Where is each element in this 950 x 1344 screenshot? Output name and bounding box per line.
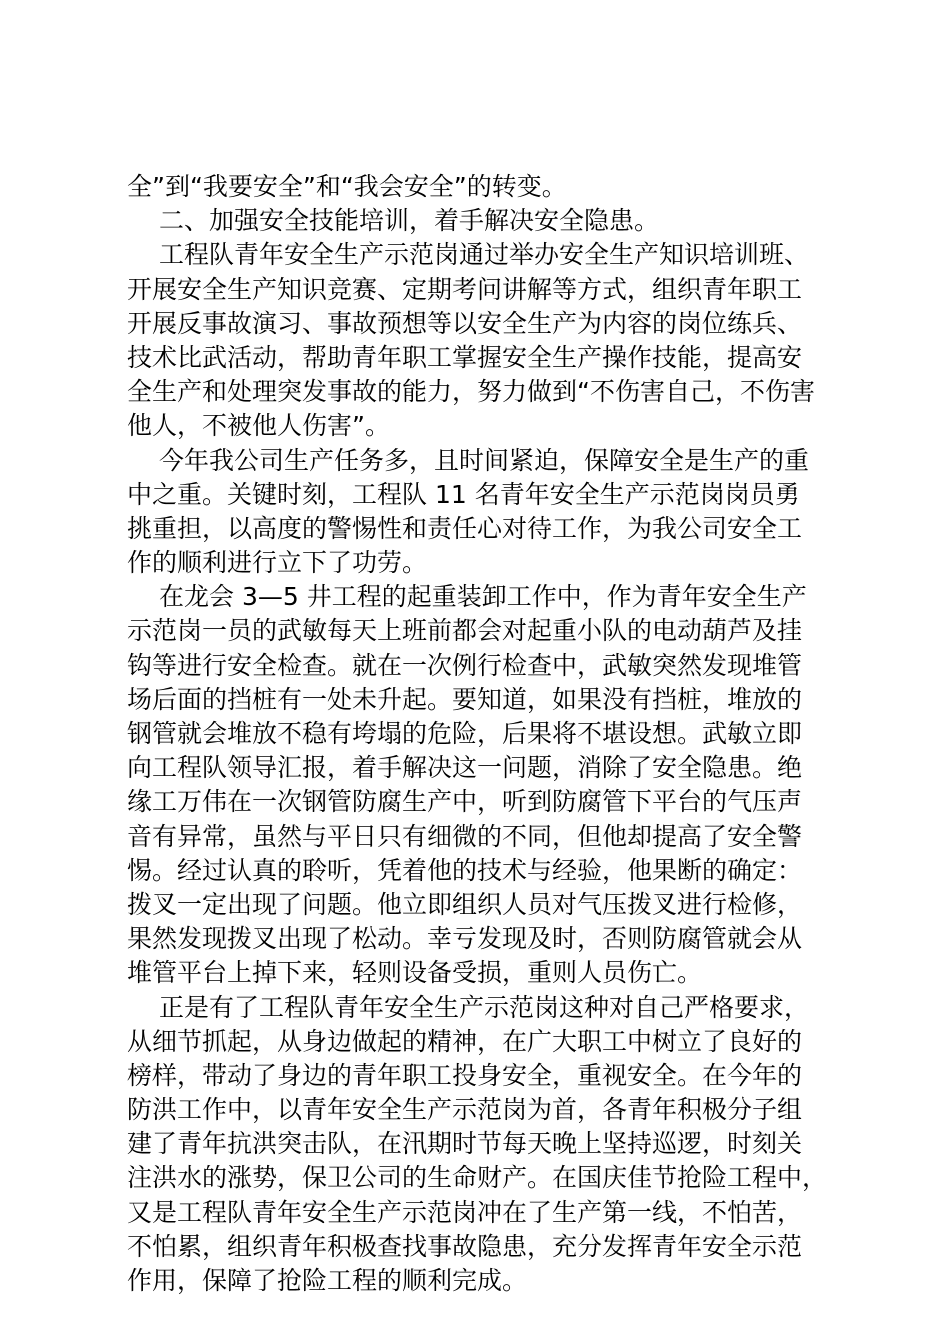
- text-line: 音有异常，虽然与平日只有细微的不同，但他却提高了安全警: [127, 821, 803, 851]
- text-line: 堆管平台上掉下来，轻则设备受损，重则人员伤亡。: [127, 958, 703, 988]
- text-line: 惕。经过认真的聆听，凭着他的技术与经验，他果断的确定：: [127, 855, 803, 885]
- paragraph: [127, 238, 833, 443]
- text-line: 拨叉一定出现了问题。他立即组织人员对气压拨叉进行检修，: [127, 889, 803, 919]
- text-line: 正是有了工程队青年安全生产示范岗这种对自己严格要求，: [159, 992, 810, 1022]
- text-line: 向工程队领导汇报，着手解决这一问题，消除了安全隐患。绝: [127, 753, 803, 783]
- paragraph: [127, 170, 833, 204]
- text-line: 全”到“我要安全”和“我会安全”的转变。: [127, 172, 567, 201]
- text-line: 技术比武活动，帮助青年职工掌握安全生产操作技能，提高安: [127, 342, 803, 372]
- text-line: 中之重。关键时刻，工程队 11 名青年安全生产示范岗岗员勇: [127, 479, 800, 509]
- document-body: [127, 170, 833, 1298]
- text-line: 榜样，带动了身边的青年职工投身安全，重视安全。在今年的: [127, 1060, 803, 1090]
- text-line: 建了青年抗洪突击队，在汛期时节每天晚上坚持巡逻，时刻关: [127, 1129, 803, 1159]
- text-line: 果然发现拨叉出现了松动。幸亏发现及时，否则防腐管就会从: [127, 924, 803, 954]
- text-line: 缘工万伟在一次钢管防腐生产中，听到防腐管下平台的气压声: [127, 787, 803, 817]
- paragraph: [127, 204, 833, 238]
- paragraph: [127, 580, 833, 990]
- text-line: 作的顺利进行立下了功劳。: [127, 548, 428, 578]
- text-line: 在龙会 3—5 井工程的起重装卸工作中，作为青年安全生产: [159, 582, 807, 612]
- text-line: 今年我公司生产任务多，且时间紧迫，保障安全是生产的重: [159, 445, 810, 475]
- text-line: 注洪水的涨势，保卫公司的生命财产。在国庆佳节抢险工程中，: [127, 1163, 828, 1193]
- text-line: 他人，不被他人伤害”。: [127, 411, 390, 441]
- text-line: 二、加强安全技能培训，着手解决安全隐患。: [159, 206, 660, 236]
- paragraph: [127, 991, 833, 1299]
- text-line: 又是工程队青年安全生产示范岗冲在了生产第一线，不怕苦，: [127, 1197, 803, 1227]
- text-line: 示范岗一员的武敏每天上班前都会对起重小队的电动葫芦及挂: [127, 616, 803, 646]
- text-line: 作用，保障了抢险工程的顺利完成。: [127, 1266, 528, 1295]
- text-line: 开展反事故演习、事故预想等以安全生产为内容的岗位练兵、: [127, 308, 803, 338]
- text-line: 钩等进行安全检查。就在一次例行检查中，武敏突然发现堆管: [127, 650, 803, 680]
- text-line: 工程队青年安全生产示范岗通过举办安全生产知识培训班、: [159, 240, 810, 270]
- text-line: 不怕累，组织青年积极查找事故隐患，充分发挥青年安全示范: [127, 1231, 803, 1261]
- paragraph: [127, 444, 833, 581]
- text-line: 场后面的挡桩有一处未升起。要知道，如果没有挡桩，堆放的: [127, 684, 803, 714]
- text-line: 从细节抓起，从身边做起的精神，在广大职工中树立了良好的: [127, 1026, 803, 1056]
- text-line: 钢管就会堆放不稳有垮塌的危险，后果将不堪设想。武敏立即: [127, 719, 803, 748]
- text-line: 挑重担，以高度的警惕性和责任心对待工作，为我公司安全工: [127, 513, 803, 543]
- text-line: 全生产和处理突发事故的能力，努力做到“不伤害自己，不伤害: [127, 377, 815, 407]
- text-line: 开展安全生产知识竞赛、定期考问讲解等方式，组织青年职工: [127, 274, 803, 304]
- text-line: 防洪工作中，以青年安全生产示范岗为首，各青年积极分子组: [127, 1095, 803, 1125]
